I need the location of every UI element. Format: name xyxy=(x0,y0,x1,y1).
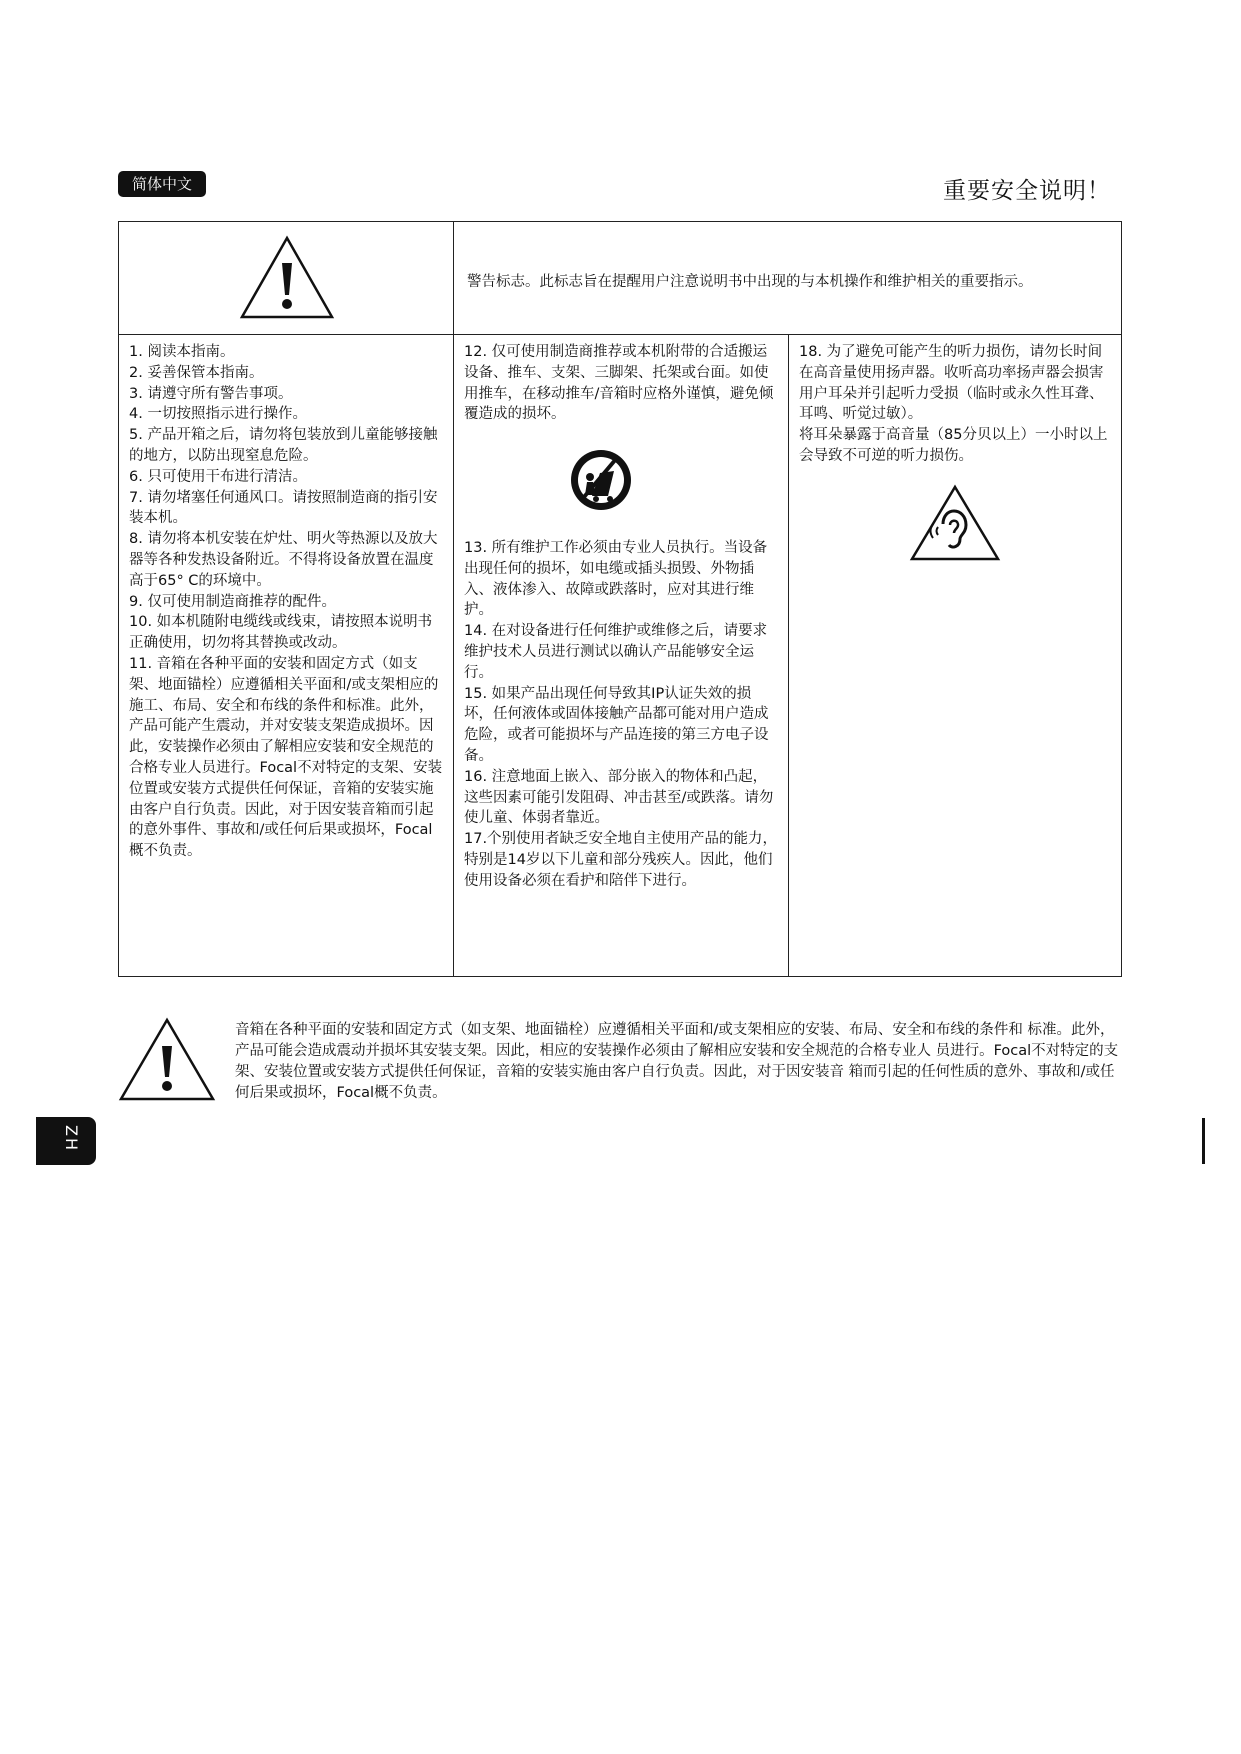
cart-tip-over-warning-icon xyxy=(568,447,634,513)
warning-triangle-icon xyxy=(118,1017,216,1103)
instruction-item: 1. 阅读本指南。 xyxy=(129,344,235,360)
instructions-column-3 xyxy=(789,335,1121,976)
page-edge-marker xyxy=(1202,1118,1205,1164)
warning-triangle-icon xyxy=(239,235,335,321)
ear-icon-wrap xyxy=(799,467,1111,570)
instruction-item: 10. 如本机随附电缆线或线束，请按照本说明书正确使用，切勿将其替换或改动。 xyxy=(129,614,433,652)
hearing-damage-warning-icon xyxy=(908,483,1002,563)
instruction-item: 11. 音箱在各种平面的安装和固定方式（如支架、地面锚栓）应遵循相关平面和/或支架相应的施工、布局、安全和布线的条件和标准。此外，产品可能产生震动，并对安装支架造成损坏。因此，安装操作必须由了解相应安装和安全规范的合格专业人员进行。Focal不对特定的支架、安装位置或安装方式提供任何保证，音箱的安装实施由客户自行负责。因此，对于因安装音箱而引起的意外事件、事故和/或任何后果或损坏，Focal概不负责。 xyxy=(129,655,443,860)
instruction-item: 2. 妥善保管本指南。 xyxy=(129,364,264,381)
instructions-column-1 xyxy=(119,335,454,976)
safety-instructions-table xyxy=(118,221,1122,977)
instruction-item: 13. 所有维护工作必须由专业人员执行。当设备出现任何的损坏，如电缆或插头损毁、外物插入、液体渗入、故障或跌落时，应对其进行维护。 xyxy=(464,539,768,619)
instruction-item: 将耳朵暴露于高音量（85分贝以上）一小时以上会导致不可逆的听力损伤。 xyxy=(799,427,1108,464)
instruction-item: 6. 只可使用干布进行清洁。 xyxy=(129,468,307,485)
cart-icon-wrap xyxy=(424,425,778,538)
page-title: 重要安全说明！ xyxy=(943,178,1111,204)
language-badge: 简体中文 xyxy=(118,171,206,197)
side-tab-label: ZH xyxy=(62,1125,81,1152)
bottom-safety-notice: 音箱在各种平面的安装和固定方式（如支架、地面锚栓）应遵循相关平面和/或支架相应的安装、布局、安全和布线的条件和 标准。此外，产品可能会造成震动并损坏其安装支架。因此，相应的安装操作必须由了解相应安装和安全规范的合格专业人 员进行。Focal不对特定的支架、安装位置或安装方式提供任何保证，音箱的安装实施由客户自行负责。因此，对于因安装音 箱而引起的任何性质的意外、事故和/或任何后果或损坏，Focal概不负责。 xyxy=(235,1022,1119,1101)
instruction-item: 9. 仅可使用制造商推荐的配件。 xyxy=(129,593,336,610)
instruction-item: 17.个别使用者缺乏安全地自主使用产品的能力，特别是14岁以下儿童和部分残疾人。因此，他们使用设备必须在看护和陪伴下进行。 xyxy=(464,831,778,889)
instruction-item: 4. 一切按照指示进行操作。 xyxy=(129,406,307,423)
instruction-item: 14. 在对设备进行任何维护或维修之后，请要求维护技术人员进行测试以确认产品能够安全运行。 xyxy=(464,623,768,681)
instruction-item: 3. 请遵守所有警告事项。 xyxy=(129,385,293,402)
instruction-item: 15. 如果产品出现任何导致其IP认证失效的损坏，任何液体或固体接触产品都可能对用户造成危险，或者可能损坏与产品连接的第三方电子设备。 xyxy=(464,685,769,764)
instruction-item: 8. 请勿将本机安装在炉灶、明火等热源以及放大器等各种发热设备附近。不得将设备放置在温度高于65° C的环境中。 xyxy=(129,531,438,589)
language-side-tab xyxy=(36,1117,96,1165)
instruction-item: 16. 注意地面上嵌入、部分嵌入的物体和凸起， xyxy=(464,768,768,785)
instruction-item: 5. 产品开箱之后，请勿将包装放到儿童能够接触的地方，以防出现窒息危险。 xyxy=(129,427,438,464)
instruction-item: 这些因素可能引发阻碍、冲击甚至/或跌落。请勿使儿童、体弱者靠近。 xyxy=(464,789,774,827)
instruction-item: 12. 仅可使用制造商推荐或本机附带的合适搬运设备、推车、支架、三脚架、托架或台面。如使用推车，在移动推车/音箱时应格外谨慎，避免倾覆造成的损坏。 xyxy=(464,344,774,423)
warning-row xyxy=(119,222,1121,335)
warning-description: 警告标志。此标志旨在提醒用户注意说明书中出现的与本机操作和维护相关的重要指示。 xyxy=(467,274,1033,290)
instruction-item: 7. 请勿堵塞任何通风口。请按照制造商的指引安装本机。 xyxy=(129,489,438,527)
instructions-column-2 xyxy=(454,335,789,976)
warning-icon-cell xyxy=(119,222,454,334)
instruction-item: 18. 为了避免可能产生的听力损伤，请勿长时间在高音量使用扬声器。收听高功率扬声器会损害用户耳朵并引起听力受损（临时或永久性耳聋、耳鸣、听觉过敏）。 xyxy=(799,344,1104,423)
